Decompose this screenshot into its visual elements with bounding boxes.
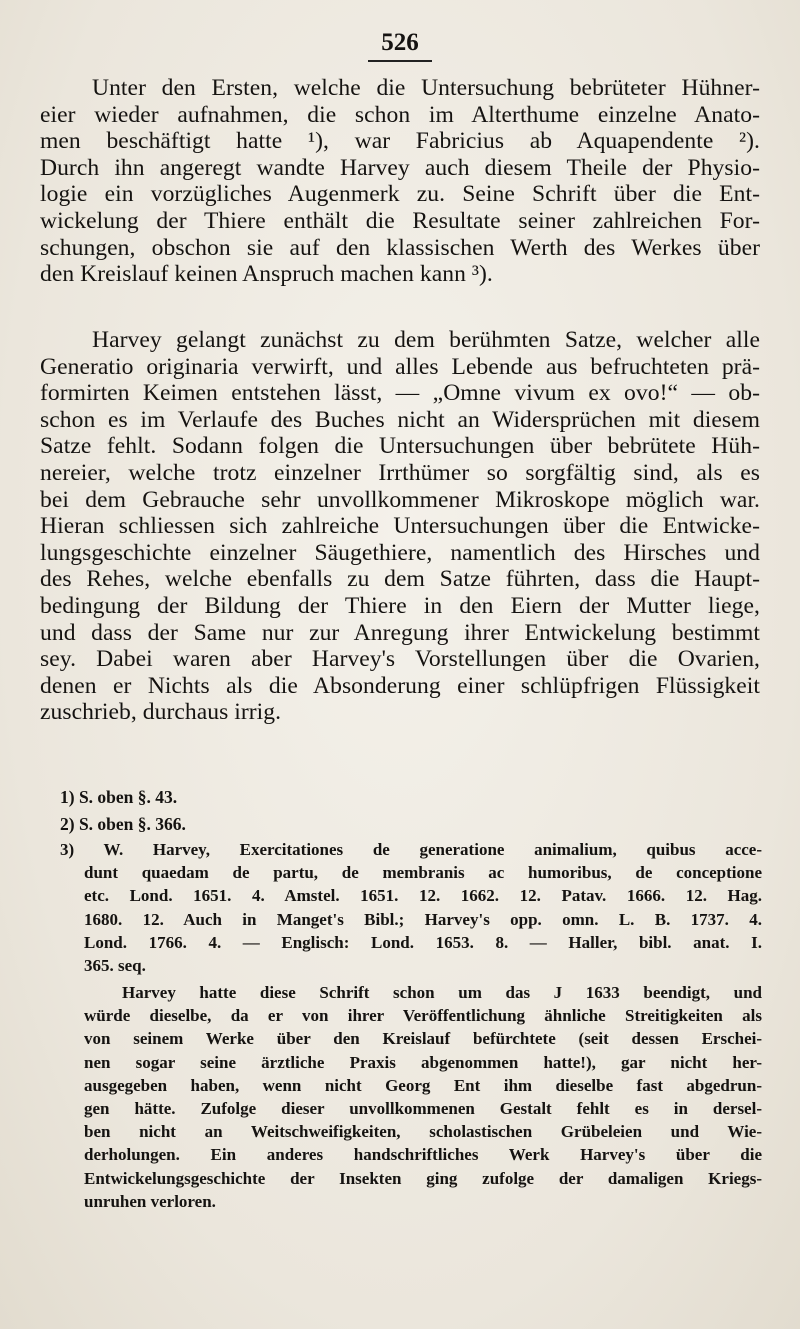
footnote-note-line: würde dieselbe, da er von ihrer Veröffentlichung ähnliche Streitigkeiten als [84,1006,762,1026]
footnote-3-line: 1680. 12. Auch in Manget's Bibl.; Harvey's opp. omn. L. B. 1737. 4. [84,909,762,929]
footnote-note-line: Entwickelungsgeschichte der Insekten ging zufolge der damaligen Kriegs- [84,1168,762,1188]
paragraph-2-line: lungsgeschichte einzelner Säugethiere, namentlich des Hirsches und [40,539,760,566]
footnote-note-line: nen sogar seine ärztliche Praxis abgenommen hatte!), gar nicht her- [84,1052,762,1072]
footnote-note-line: Harvey hatte diese Schrift schon um das J 1633 beendigt, und [122,983,762,1002]
paragraph-1-line: den Kreislauf keinen Anspruch machen kann ³). [40,261,493,288]
paragraph-2-line: sey. Dabei waren aber Harvey's Vorstellungen über die Ovarien, [40,646,760,673]
paragraph-1-line: men beschäftigt hatte ¹), war Fabricius ab Aquapendente ²). [40,128,760,155]
footnote-note-line: gen hätte. Zufolge dieser unvollkommenen Gestalt fehlt es in dersel- [84,1099,762,1119]
paragraph-1-line: wickelung der Thiere enthält die Resultate seiner zahlreichen For- [40,207,760,234]
footnote-3-line: 365. seq. [84,956,146,976]
paragraph-2-line: und dass der Same nur zur Anregung ihrer Entwickelung bestimmt [40,619,760,646]
footnote-note-line: unruhen verloren. [84,1191,216,1211]
paragraph-2-line: bei dem Gebrauche sehr unvollkommener Mikroskope möglich war. [40,486,760,513]
paragraph-2-line: nereier, welche trotz einzelner Irrthümer so sorgfältig sind, als es [40,459,760,486]
paragraph-2-line: zuschrieb, durchaus irrig. [40,699,282,726]
paragraph-1-line: eier wieder aufnahmen, die schon im Alterthume einzelne Anato- [40,101,760,128]
paragraph-1-line: Durch ihn angeregt wandte Harvey auch diesem Theile der Physio- [40,154,760,181]
footnote-3-line: Lond. 1766. 4. — Englisch: Lond. 1653. 8. — Haller, bibl. anat. I. [84,932,762,952]
paragraph-1 [40,75,760,288]
footnote-note-line: derholungen. Ein anderes handschriftliches Werk Harvey's über die [84,1145,762,1165]
footnote-1: 1) S. oben §. 43. [60,787,178,807]
paragraph-2-line: Satze fehlt. Sodann folgen die Untersuchungen über bebrütete Hüh- [40,433,760,460]
footnote-3-line: 3) W. Harvey, Exercitationes de generatione animalium, quibus acce- [60,840,762,859]
paragraph-1-line: logie ein vorzügliches Augenmerk zu. Seine Schrift über die Ent- [40,181,760,208]
footnote-2: 2) S. oben §. 366. [60,814,186,834]
paragraph-2-line: formirten Keimen entstehen lässt, — „Omne vivum ex ovo!“ — ob- [40,380,760,407]
paragraph-2-line: Harvey gelangt zunächst zu dem berühmten Satze, welcher alle [92,327,760,353]
paragraph-2-line: bedingung der Bildung der Thiere in den Eiern der Mutter liege, [40,592,760,619]
footnote-3-line: dunt quaedam de partu, de membranis ac humoribus, de conceptione [84,863,762,883]
paragraph-2-line: schon es im Verlaufe des Buches nicht an Widersprüchen mit diesem [40,406,760,433]
paragraph-2-line: Hieran schliessen sich zahlreiche Untersuchungen über die Entwicke- [40,513,760,540]
paragraph-1-line: Unter den Ersten, welche die Untersuchung bebrüteter Hühner- [92,75,760,101]
paragraph-2-line: Generatio originaria verwirft, und alles Lebende aus befruchteten prä- [40,353,760,380]
page-number: 526 [381,29,419,56]
paragraph-2-line: des Rehes, welche ebenfalls zu dem Satze führten, dass die Haupt- [40,566,760,593]
footnote-note-line: ben nicht an Weitschweifigkeiten, scholastischen Grübeleien und Wie- [84,1122,762,1142]
header-rule [368,60,432,62]
paragraph-2 [40,327,760,726]
footnote-note-line: ausgegeben haben, wenn nicht Georg Ent ihm dieselbe fast abgedrun- [84,1075,762,1095]
footnote-3-line: etc. Lond. 1651. 4. Amstel. 1651. 12. 1662. 12. Patav. 1666. 12. Hag. [84,886,762,906]
footnote-3 [60,838,762,977]
paragraph-1-line: schungen, obschon sie auf den klassischen Werth des Werkes über [40,234,760,261]
paragraph-2-line: denen er Nichts als die Absonderung einer schlüpfrigen Flüssigkeit [40,672,760,699]
footnote-note-line: von seinem Werke über den Kreislauf befürchtete (seit dessen Erschei- [84,1029,762,1049]
footnote-3-note [84,981,762,1213]
